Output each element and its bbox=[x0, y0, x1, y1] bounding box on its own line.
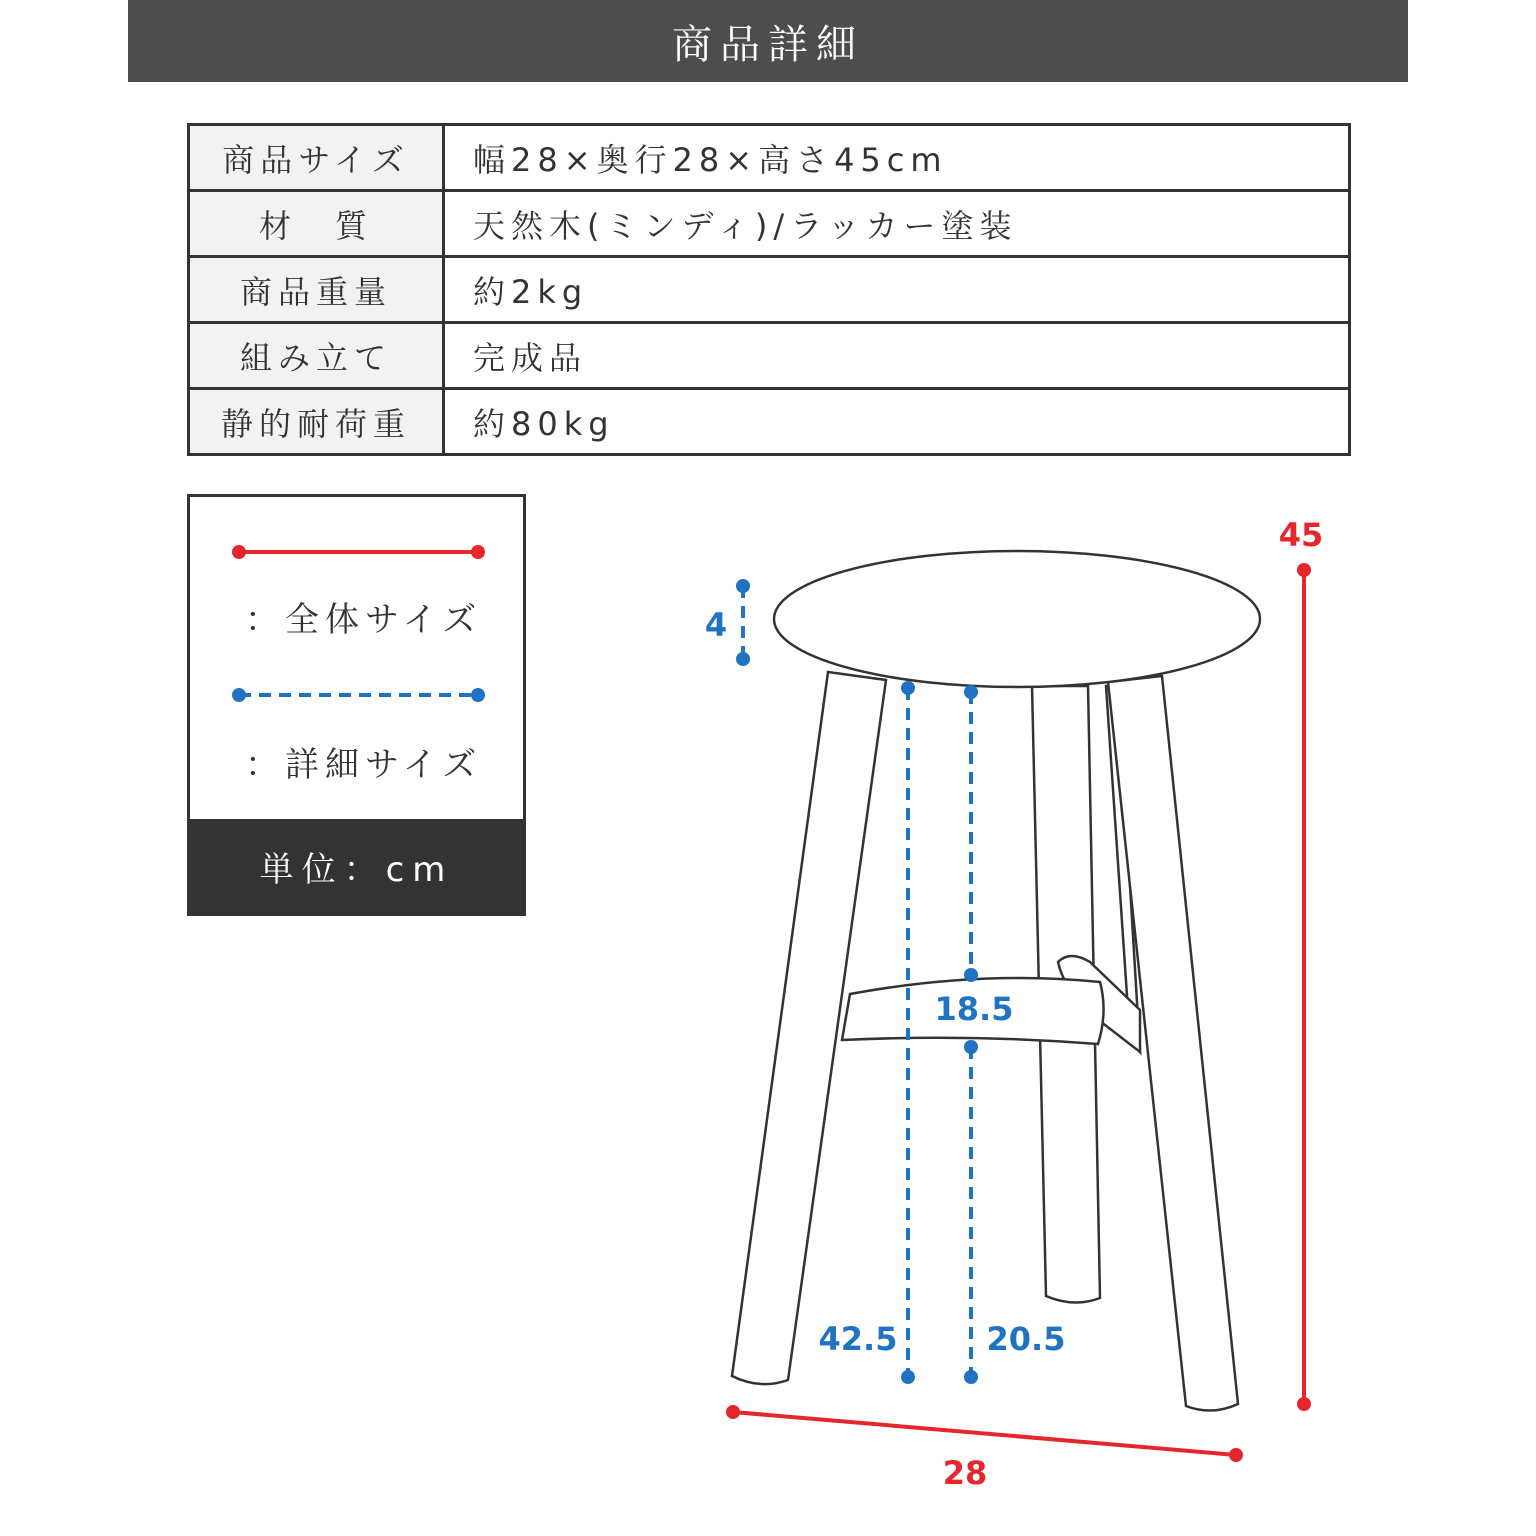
spec-value: 約2kg bbox=[444, 257, 1350, 323]
unit-label: 単位：cm bbox=[190, 819, 523, 913]
dimension-dot bbox=[736, 579, 750, 593]
dimension-dot bbox=[1297, 1397, 1311, 1411]
dimension-dot bbox=[964, 968, 978, 982]
spec-label: 商品サイズ bbox=[189, 125, 444, 191]
legend-detail-label: ：詳細サイズ bbox=[245, 745, 483, 785]
spec-label: 材 質 bbox=[189, 191, 444, 257]
dimension-dot bbox=[964, 1040, 978, 1054]
seat-to-rung-value: 18.5 bbox=[934, 990, 1014, 1028]
width-dimension-line bbox=[733, 1412, 1236, 1455]
spec-label: 商品重量 bbox=[189, 257, 444, 323]
spec-value: 完成品 bbox=[444, 323, 1350, 389]
height-value: 45 bbox=[1278, 516, 1324, 554]
dimension-dot bbox=[736, 652, 750, 666]
seat-thickness-value: 4 bbox=[704, 606, 728, 644]
legend-overall-label: ：全体サイズ bbox=[245, 600, 483, 640]
seat-height-value: 42.5 bbox=[818, 1320, 898, 1358]
width-value: 28 bbox=[942, 1454, 988, 1492]
spec-value: 幅28×奥行28×高さ45cm bbox=[444, 125, 1350, 191]
stool-outline bbox=[732, 551, 1260, 1411]
dimension-dot bbox=[726, 1405, 740, 1419]
dimension-dot bbox=[1229, 1448, 1243, 1462]
dimension-dot bbox=[964, 1370, 978, 1384]
dimension-dot bbox=[1297, 563, 1311, 577]
spec-label: 静的耐荷重 bbox=[189, 389, 444, 455]
spec-value: 約80kg bbox=[444, 389, 1350, 455]
spec-value: 天然木(ミンディ)/ラッカー塗装 bbox=[444, 191, 1350, 257]
page-title: 商品詳細 bbox=[672, 21, 864, 68]
dimension-dot bbox=[901, 681, 915, 695]
dimension-dot bbox=[964, 685, 978, 699]
dimension-dot bbox=[901, 1370, 915, 1384]
stool-seat bbox=[774, 551, 1260, 687]
spec-label: 組み立て bbox=[189, 323, 444, 389]
rung-height-value: 20.5 bbox=[986, 1320, 1066, 1358]
